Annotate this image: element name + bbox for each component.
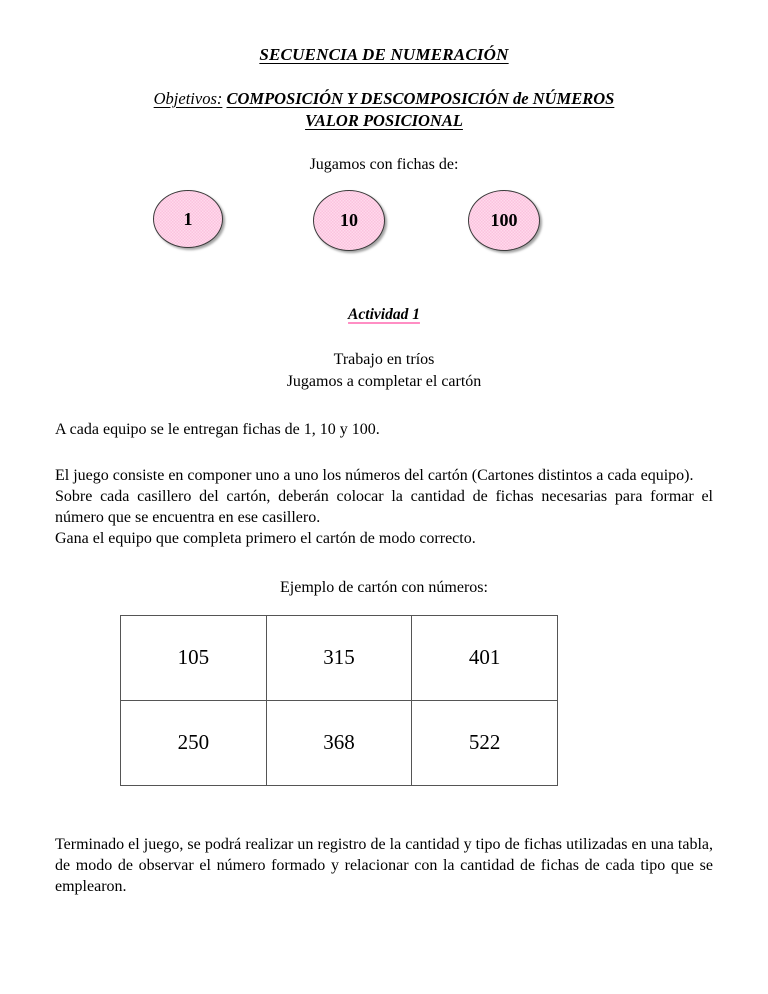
- activity-subtitle-block: [55, 324, 713, 392]
- carton-cell: 522: [412, 700, 558, 785]
- activity-heading-text: Actividad 1: [348, 306, 420, 324]
- example-caption: Ejemplo de cartón con números:: [280, 578, 488, 596]
- carton-table-body: [121, 615, 558, 785]
- token-chip-1: [153, 190, 223, 248]
- paragraph-rules: [55, 441, 713, 549]
- page-title-text: SECUENCIA DE NUMERACIÓN: [259, 45, 509, 64]
- paragraph-closing: Terminado el juego, se podrá realizar un registro de la cantidad y tipo de fichas utilizadas en una tabla, de modo de observar el número formado y relacionar con la cantidad de fichas de cada tipo que se emplearon.: [55, 835, 713, 896]
- rules-line-1: El juego consiste en componer uno a uno los números del cartón (Cartones distintos a cada equipo).: [55, 466, 694, 484]
- paragraph-materials: A cada equipo se le entregan fichas de 1, 10 y 100.: [55, 421, 380, 439]
- carton-table-wrapper: [55, 615, 713, 786]
- token-chip-100-label: 100: [490, 210, 518, 231]
- table-row: [121, 615, 558, 700]
- activity-subtitle-line-1: Trabajo en tríos: [333, 351, 435, 369]
- objectives-block: [55, 65, 713, 133]
- carton-cell: 368: [266, 700, 412, 785]
- carton-table: [120, 615, 558, 786]
- objectives-line-2: VALOR POSICIONAL: [305, 110, 463, 130]
- carton-cell: 401: [412, 615, 558, 700]
- carton-cell: 105: [121, 615, 267, 700]
- activity-heading: [55, 262, 713, 324]
- rules-line-3: Gana el equipo que completa primero el cartón de modo correcto.: [55, 529, 476, 547]
- carton-cell: 250: [121, 700, 267, 785]
- rules-line-2: Sobre cada casillero del cartón, deberán colocar la cantidad de fichas necesarias para formar el número que se encuentra en ese casillero.: [55, 487, 713, 526]
- objectives-label: Objetivos:: [153, 88, 223, 108]
- objectives-line-1: COMPOSICIÓN Y DESCOMPOSICIÓN de NÚMEROS: [226, 88, 615, 108]
- token-chip-10: [313, 190, 385, 251]
- table-row: [121, 700, 558, 785]
- carton-cell: 315: [266, 615, 412, 700]
- activity-subtitle-line-2: Jugamos a completar el cartón: [286, 372, 482, 390]
- token-chip-1-label: 1: [183, 208, 193, 229]
- page-title: [55, 0, 713, 65]
- token-group: [55, 190, 713, 262]
- token-chip-10-label: 10: [340, 210, 358, 231]
- token-chip-100: [468, 190, 540, 251]
- play-with-label: Jugamos con fichas de:: [309, 156, 459, 174]
